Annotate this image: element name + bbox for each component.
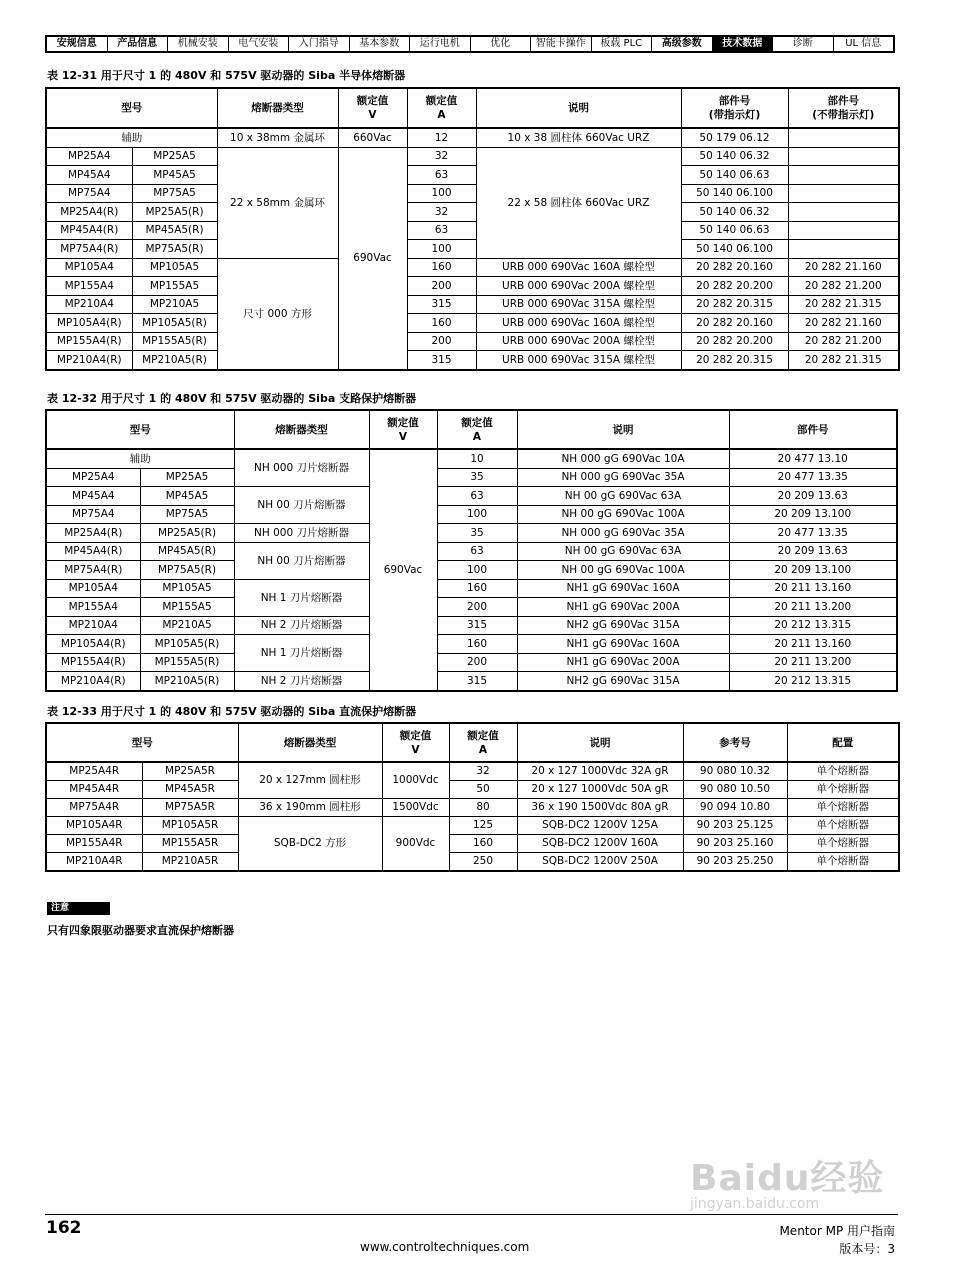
t1-aux-model: 辅助	[46, 128, 217, 147]
t3-voltage: 1000Vdc	[382, 762, 449, 799]
t3-fuse-type: 36 x 190mm 圆柱形	[238, 799, 382, 817]
t2-col-desc: 说明	[517, 410, 729, 449]
t2-model-a: MP25A4(R)	[46, 524, 140, 543]
t3-model-a: MP105A4R	[46, 817, 142, 835]
t2-current: 35	[437, 524, 517, 543]
table-row	[46, 781, 899, 799]
t1-part-ind: 20 282 20.315	[681, 351, 788, 370]
table-row	[46, 561, 897, 580]
t2-current: 160	[437, 635, 517, 654]
t1-model-a: MP45A4	[46, 166, 132, 185]
t2-desc: NH2 gG 690Vac 315A	[517, 672, 729, 691]
t2-model-a: MP210A4	[46, 616, 140, 635]
t2-current: 63	[437, 487, 517, 506]
t1-group-b-fuse-type: 尺寸 000 方形	[217, 258, 338, 370]
t3-model-b: MP75A5R	[142, 799, 238, 817]
t3-desc: SQB-DC2 1200V 250A	[517, 853, 683, 872]
t1-model-b: MP105A5	[132, 258, 217, 277]
nav-tab-technical-data[interactable]: 技术数据	[713, 37, 774, 51]
t1-current: 160	[407, 314, 476, 333]
t1-col-part-ind-label: 部件号	[718, 95, 751, 107]
t2-part: 20 211 13.160	[729, 635, 897, 654]
t3-col-rated-a-unit: A	[478, 743, 488, 756]
t1-part-ind: 20 282 20.315	[681, 295, 788, 314]
t2-part: 20 209 13.100	[729, 561, 897, 580]
nav-tab-electrical-install[interactable]: 电气安装	[229, 37, 290, 51]
t3-current: 250	[449, 853, 517, 872]
table1	[45, 87, 900, 371]
table-row	[46, 184, 899, 203]
t3-col-rated-v	[382, 723, 449, 762]
table-row	[46, 505, 897, 524]
t1-model-b: MP25A5(R)	[132, 203, 217, 222]
t2-col-rated-v-unit: V	[398, 430, 408, 443]
t1-part-noind: 20 282 21.200	[788, 332, 899, 351]
table-row	[46, 524, 897, 543]
t2-current: 160	[437, 579, 517, 598]
t2-current: 63	[437, 542, 517, 561]
t1-model-a: MP210A4(R)	[46, 351, 132, 370]
website-link[interactable]: www.controltechniques.com	[360, 1240, 530, 1254]
t3-ref: 90 080 10.32	[683, 762, 787, 781]
t3-current: 125	[449, 817, 517, 835]
t1-model-b: MP210A5(R)	[132, 351, 217, 370]
table-row	[46, 487, 897, 506]
t1-current: 63	[407, 221, 476, 240]
t1-current: 160	[407, 258, 476, 277]
table-row	[46, 221, 899, 240]
t1-aux-part-ind: 50 179 06.12	[681, 128, 788, 147]
t3-col-model: 型号	[46, 723, 238, 762]
t1-col-rated-v	[338, 88, 407, 128]
t1-desc: URB 000 690Vac 160A 螺栓型	[476, 258, 681, 277]
t1-aux-a: 12	[407, 128, 476, 147]
t3-desc: SQB-DC2 1200V 160A	[517, 835, 683, 853]
t2-desc: NH1 gG 690Vac 200A	[517, 598, 729, 617]
t1-aux-fuse-type: 10 x 38mm 金属环	[217, 128, 338, 147]
t1-model-b: MP75A5	[132, 184, 217, 203]
t3-config: 单个熔断器	[787, 799, 899, 817]
t1-model-b: MP45A5	[132, 166, 217, 185]
t2-part: 20 211 13.200	[729, 653, 897, 672]
watermark-logo: Baidu经验	[690, 1158, 885, 1199]
t2-part: 20 209 13.63	[729, 542, 897, 561]
t2-fuse-type: NH 000 刀片熔断器	[234, 449, 369, 487]
t3-fuse-type: 20 x 127mm 圆柱形	[238, 762, 382, 799]
nav-tab-optimize[interactable]: 优化	[471, 37, 532, 51]
t3-model-b: MP155A5R	[142, 835, 238, 853]
t2-col-model: 型号	[46, 410, 234, 449]
t1-part-noind: 20 282 21.200	[788, 277, 899, 296]
note-text: 只有四象限驱动器要求直流保护熔断器	[47, 924, 234, 937]
t2-model-a: MP105A4(R)	[46, 635, 140, 654]
t1-model-b: MP25A5	[132, 147, 217, 166]
t1-part-ind: 50 140 06.32	[681, 203, 788, 222]
t1-model-a: MP105A4(R)	[46, 314, 132, 333]
t3-desc: 20 x 127 1000Vdc 50A gR	[517, 781, 683, 799]
t1-desc: URB 000 690Vac 315A 螺栓型	[476, 351, 681, 370]
table-row	[46, 166, 899, 185]
t1-col-part-noind	[788, 88, 899, 128]
t3-col-config: 配置	[787, 723, 899, 762]
t1-model-a: MP75A4	[46, 184, 132, 203]
t2-col-part: 部件号	[729, 410, 897, 449]
t1-model-a: MP25A4(R)	[46, 203, 132, 222]
t1-part-noind	[788, 184, 899, 203]
t2-col-rated-v	[369, 410, 437, 449]
t2-model-b: MP210A5	[140, 616, 234, 635]
t1-col-rated-a-unit: A	[437, 109, 446, 121]
t2-model-b: MP105A5	[140, 579, 234, 598]
t1-current: 63	[407, 166, 476, 185]
table3	[45, 722, 900, 872]
nav-tab-run-motor[interactable]: 运行电机	[410, 37, 471, 51]
t2-col-rated-a-unit: A	[472, 430, 482, 443]
t1-model-b: MP105A5(R)	[132, 314, 217, 333]
t2-current: 100	[437, 505, 517, 524]
t1-model-a: MP155A4	[46, 277, 132, 296]
t1-current: 200	[407, 277, 476, 296]
t1-col-part-noind-label: 部件号	[827, 95, 859, 107]
t1-current: 32	[407, 203, 476, 222]
table-row	[46, 598, 897, 617]
t1-col-rated-v-unit: V	[368, 109, 377, 121]
t1-col-part-noind-sub: (不带指示灯)	[812, 109, 875, 121]
t1-part-ind: 50 140 06.100	[681, 184, 788, 203]
t2-model-a: MP75A4	[46, 505, 140, 524]
t3-ref: 90 203 25.160	[683, 835, 787, 853]
t3-voltage: 900Vdc	[382, 817, 449, 872]
page-number: 162	[46, 1218, 82, 1238]
t3-col-rated-a	[449, 723, 517, 762]
t1-current: 100	[407, 240, 476, 259]
t3-ref: 90 094 10.80	[683, 799, 787, 817]
footer-divider	[45, 1214, 898, 1215]
table-row	[46, 579, 897, 598]
t2-model-a: MP105A4	[46, 579, 140, 598]
t2-col-fuse-type: 熔断器类型	[234, 410, 369, 449]
t3-current: 32	[449, 762, 517, 781]
t2-desc: NH 00 gG 690Vac 63A	[517, 542, 729, 561]
t2-fuse-type: NH 00 刀片熔断器	[234, 542, 369, 579]
t1-voltage: 690Vac	[338, 147, 407, 370]
t3-ref: 90 203 25.125	[683, 817, 787, 835]
nav-tab-ul-info[interactable]: UL 信息	[845, 38, 882, 49]
t1-part-ind: 50 140 06.63	[681, 166, 788, 185]
note-label: 注意	[47, 902, 110, 915]
t2-model-b: MP210A5(R)	[140, 672, 234, 691]
table-row	[46, 853, 899, 872]
nav-tab-safety[interactable]: 安规信息	[47, 37, 108, 51]
table3-caption: 表 12-33 用于尺寸 1 的 480V 和 575V 驱动器的 Siba 直流保护熔断器	[47, 705, 417, 718]
t1-current: 315	[407, 295, 476, 314]
t3-config: 单个熔断器	[787, 853, 899, 872]
t2-part: 20 477 13.35	[729, 468, 897, 487]
t3-model-a: MP25A4R	[46, 762, 142, 781]
t2-model-a: MP45A4	[46, 487, 140, 506]
t1-part-ind: 20 282 20.160	[681, 314, 788, 333]
t2-part: 20 477 13.10	[729, 449, 897, 468]
t1-part-noind: 20 282 21.315	[788, 295, 899, 314]
nav-tab-mechanical-install[interactable]: 机械安装	[168, 37, 229, 51]
t1-group-a-desc: 22 x 58 圆柱体 660Vac URZ	[476, 147, 681, 258]
t1-model-a: MP25A4	[46, 147, 132, 166]
t3-model-b: MP105A5R	[142, 817, 238, 835]
t2-col-rated-a	[437, 410, 517, 449]
t3-config: 单个熔断器	[787, 781, 899, 799]
t2-part: 20 209 13.100	[729, 505, 897, 524]
t1-model-b: MP75A5(R)	[132, 240, 217, 259]
t2-model-b: MP45A5	[140, 487, 234, 506]
t1-part-noind: 20 282 21.160	[788, 314, 899, 333]
t1-desc: URB 000 690Vac 160A 螺栓型	[476, 314, 681, 333]
table-row	[46, 468, 897, 487]
t2-current: 100	[437, 561, 517, 580]
table-row	[46, 258, 899, 277]
table-row	[46, 542, 897, 561]
t3-config: 单个熔断器	[787, 817, 899, 835]
t2-fuse-type: NH 1 刀片熔断器	[234, 635, 369, 672]
t3-col-fuse-type: 熔断器类型	[238, 723, 382, 762]
table-row	[46, 817, 899, 835]
t2-current: 315	[437, 616, 517, 635]
t1-model-b: MP155A5	[132, 277, 217, 296]
t2-desc: NH1 gG 690Vac 200A	[517, 653, 729, 672]
t2-aux-model: 辅助	[46, 449, 234, 468]
t2-model-a: MP45A4(R)	[46, 542, 140, 561]
t2-model-b: MP105A5(R)	[140, 635, 234, 654]
t1-part-ind: 50 140 06.32	[681, 147, 788, 166]
table1-caption: 表 12-31 用于尺寸 1 的 480V 和 575V 驱动器的 Siba 半导体熔断器	[47, 69, 406, 82]
t2-desc: NH 000 gG 690Vac 35A	[517, 524, 729, 543]
table-row	[46, 616, 897, 635]
t1-desc: URB 000 690Vac 200A 螺栓型	[476, 332, 681, 351]
nav-tab-advanced-params[interactable]: 高级参数	[652, 37, 713, 51]
t3-model-b: MP25A5R	[142, 762, 238, 781]
t3-col-rated-v-label: 额定值	[399, 729, 432, 742]
t3-model-b: MP210A5R	[142, 853, 238, 872]
t2-fuse-type: NH 2 刀片熔断器	[234, 616, 369, 635]
t3-model-a: MP210A4R	[46, 853, 142, 872]
table2-caption: 表 12-32 用于尺寸 1 的 480V 和 575V 驱动器的 Siba 支路保护熔断器	[47, 392, 417, 405]
table-row	[46, 128, 899, 147]
t1-model-b: MP45A5(R)	[132, 221, 217, 240]
t1-part-ind: 20 282 20.200	[681, 332, 788, 351]
t1-part-ind: 50 140 06.63	[681, 221, 788, 240]
t3-model-a: MP45A4R	[46, 781, 142, 799]
baidu-watermark	[690, 1150, 905, 1220]
t2-desc: NH1 gG 690Vac 160A	[517, 635, 729, 654]
t2-part: 20 477 13.35	[729, 524, 897, 543]
issue-number: 版本号：3	[839, 1242, 895, 1256]
t3-col-ref: 参考号	[683, 723, 787, 762]
table-row	[46, 277, 899, 296]
t2-model-b: MP25A5	[140, 468, 234, 487]
t2-current: 10	[437, 449, 517, 468]
table-row	[46, 332, 899, 351]
t2-part: 20 211 13.160	[729, 579, 897, 598]
t3-config: 单个熔断器	[787, 835, 899, 853]
t1-aux-desc: 10 x 38 圆柱体 660Vac URZ	[476, 128, 681, 147]
t1-col-desc: 说明	[476, 88, 681, 128]
t1-current: 32	[407, 147, 476, 166]
t3-current: 160	[449, 835, 517, 853]
t3-col-rated-v-unit: V	[411, 743, 420, 756]
t2-col-rated-v-label: 额定值	[387, 416, 419, 429]
t2-current: 35	[437, 468, 517, 487]
t2-desc: NH 00 gG 690Vac 63A	[517, 487, 729, 506]
table-row	[46, 672, 897, 691]
t1-model-a: MP45A4(R)	[46, 221, 132, 240]
t2-model-b: MP45A5(R)	[140, 542, 234, 561]
t2-model-a: MP210A4(R)	[46, 672, 140, 691]
t2-desc: NH 000 gG 690Vac 35A	[517, 468, 729, 487]
t1-part-noind	[788, 166, 899, 185]
t2-fuse-type: NH 2 刀片熔断器	[234, 672, 369, 691]
nav-tab-product-info[interactable]: 产品信息	[108, 37, 169, 51]
t2-current: 315	[437, 672, 517, 691]
t3-col-rated-a-label: 额定值	[467, 729, 499, 742]
t2-fuse-type: NH 1 刀片熔断器	[234, 579, 369, 616]
t1-part-noind	[788, 203, 899, 222]
t2-model-b: MP155A5	[140, 598, 234, 617]
table-row	[46, 203, 899, 222]
t2-model-b: MP25A5(R)	[140, 524, 234, 543]
nav-tab-getting-started[interactable]: 入门指导	[289, 37, 350, 51]
t3-model-a: MP75A4R	[46, 799, 142, 817]
t2-part: 20 211 13.200	[729, 598, 897, 617]
t1-aux-part-noind	[788, 128, 899, 147]
table2	[45, 409, 898, 692]
table-row	[46, 295, 899, 314]
t1-current: 315	[407, 351, 476, 370]
t2-part: 20 209 13.63	[729, 487, 897, 506]
t2-current: 200	[437, 653, 517, 672]
t1-part-noind	[788, 240, 899, 259]
section-nav	[45, 35, 895, 53]
t3-model-a: MP155A4R	[46, 835, 142, 853]
nav-tab-smartcard[interactable]: 智能卡操作	[531, 37, 592, 51]
t3-col-desc: 说明	[517, 723, 683, 762]
t2-desc: NH1 gG 690Vac 160A	[517, 579, 729, 598]
table-row	[46, 653, 897, 672]
t2-fuse-type: NH 00 刀片熔断器	[234, 487, 369, 524]
t1-col-part-ind-sub: (带指示灯)	[708, 109, 761, 121]
t2-desc: NH2 gG 690Vac 315A	[517, 616, 729, 635]
t3-ref: 90 080 10.50	[683, 781, 787, 799]
t2-voltage: 690Vac	[369, 449, 437, 691]
t2-model-a: MP155A4(R)	[46, 653, 140, 672]
t2-model-a: MP75A4(R)	[46, 561, 140, 580]
nav-tab-basic-params[interactable]: 基本参数	[350, 37, 411, 51]
t2-desc: NH 00 gG 690Vac 100A	[517, 505, 729, 524]
t3-model-b: MP45A5R	[142, 781, 238, 799]
table-row	[46, 314, 899, 333]
t2-part: 20 212 13.315	[729, 616, 897, 635]
t2-model-a: MP155A4	[46, 598, 140, 617]
nav-tab-onboard-plc[interactable]: 板载 PLC	[592, 37, 653, 51]
t1-model-b: MP210A5	[132, 295, 217, 314]
table-row	[46, 835, 899, 853]
t2-model-b: MP75A5	[140, 505, 234, 524]
t3-current: 50	[449, 781, 517, 799]
table-row	[46, 635, 897, 654]
t2-col-rated-a-label: 额定值	[461, 416, 493, 429]
t1-desc: URB 000 690Vac 200A 螺栓型	[476, 277, 681, 296]
t3-voltage: 1500Vdc	[382, 799, 449, 817]
t2-fuse-type: NH 000 刀片熔断器	[234, 524, 369, 543]
t1-desc: URB 000 690Vac 315A 螺栓型	[476, 295, 681, 314]
t1-part-noind	[788, 221, 899, 240]
table-row	[46, 449, 897, 468]
t2-part: 20 212 13.315	[729, 672, 897, 691]
t1-group-a-fuse-type: 22 x 58mm 金属环	[217, 147, 338, 258]
table-row	[46, 351, 899, 370]
guide-title: Mentor MP 用户指南	[779, 1224, 895, 1238]
t2-desc: NH 00 gG 690Vac 100A	[517, 561, 729, 580]
table-row	[46, 147, 899, 166]
t3-fuse-type: SQB-DC2 方形	[238, 817, 382, 872]
table-row	[46, 762, 899, 781]
t3-desc: 36 x 190 1500Vdc 80A gR	[517, 799, 683, 817]
t2-desc: NH 000 gG 690Vac 10A	[517, 449, 729, 468]
t1-part-noind: 20 282 21.160	[788, 258, 899, 277]
t1-col-rated-a	[407, 88, 476, 128]
t2-model-a: MP25A4	[46, 468, 140, 487]
t1-col-part-ind	[681, 88, 788, 128]
t1-part-noind	[788, 147, 899, 166]
watermark-url: jingyan.baidu.com	[690, 1196, 820, 1212]
t1-part-noind: 20 282 21.315	[788, 351, 899, 370]
t1-model-a: MP155A4(R)	[46, 332, 132, 351]
t3-desc: SQB-DC2 1200V 125A	[517, 817, 683, 835]
nav-tab-diagnostics[interactable]: 诊断	[773, 37, 834, 51]
t1-model-a: MP105A4	[46, 258, 132, 277]
t1-col-rated-v-label: 额定值	[356, 95, 389, 107]
t1-model-a: MP210A4	[46, 295, 132, 314]
t1-col-model: 型号	[46, 88, 217, 128]
table-row	[46, 240, 899, 259]
t2-model-b: MP75A5(R)	[140, 561, 234, 580]
t1-part-ind: 20 282 20.200	[681, 277, 788, 296]
t1-part-ind: 20 282 20.160	[681, 258, 788, 277]
t1-model-b: MP155A5(R)	[132, 332, 217, 351]
t1-col-rated-a-label: 额定值	[425, 95, 458, 107]
t1-model-a: MP75A4(R)	[46, 240, 132, 259]
t2-model-b: MP155A5(R)	[140, 653, 234, 672]
t1-current: 100	[407, 184, 476, 203]
t1-part-ind: 50 140 06.100	[681, 240, 788, 259]
t3-config: 单个熔断器	[787, 762, 899, 781]
t1-current: 200	[407, 332, 476, 351]
t3-desc: 20 x 127 1000Vdc 32A gR	[517, 762, 683, 781]
t1-aux-v: 660Vac	[338, 128, 407, 147]
t3-current: 80	[449, 799, 517, 817]
t1-col-fuse-type: 熔断器类型	[217, 88, 338, 128]
table-row	[46, 799, 899, 817]
t2-current: 200	[437, 598, 517, 617]
t3-ref: 90 203 25.250	[683, 853, 787, 872]
